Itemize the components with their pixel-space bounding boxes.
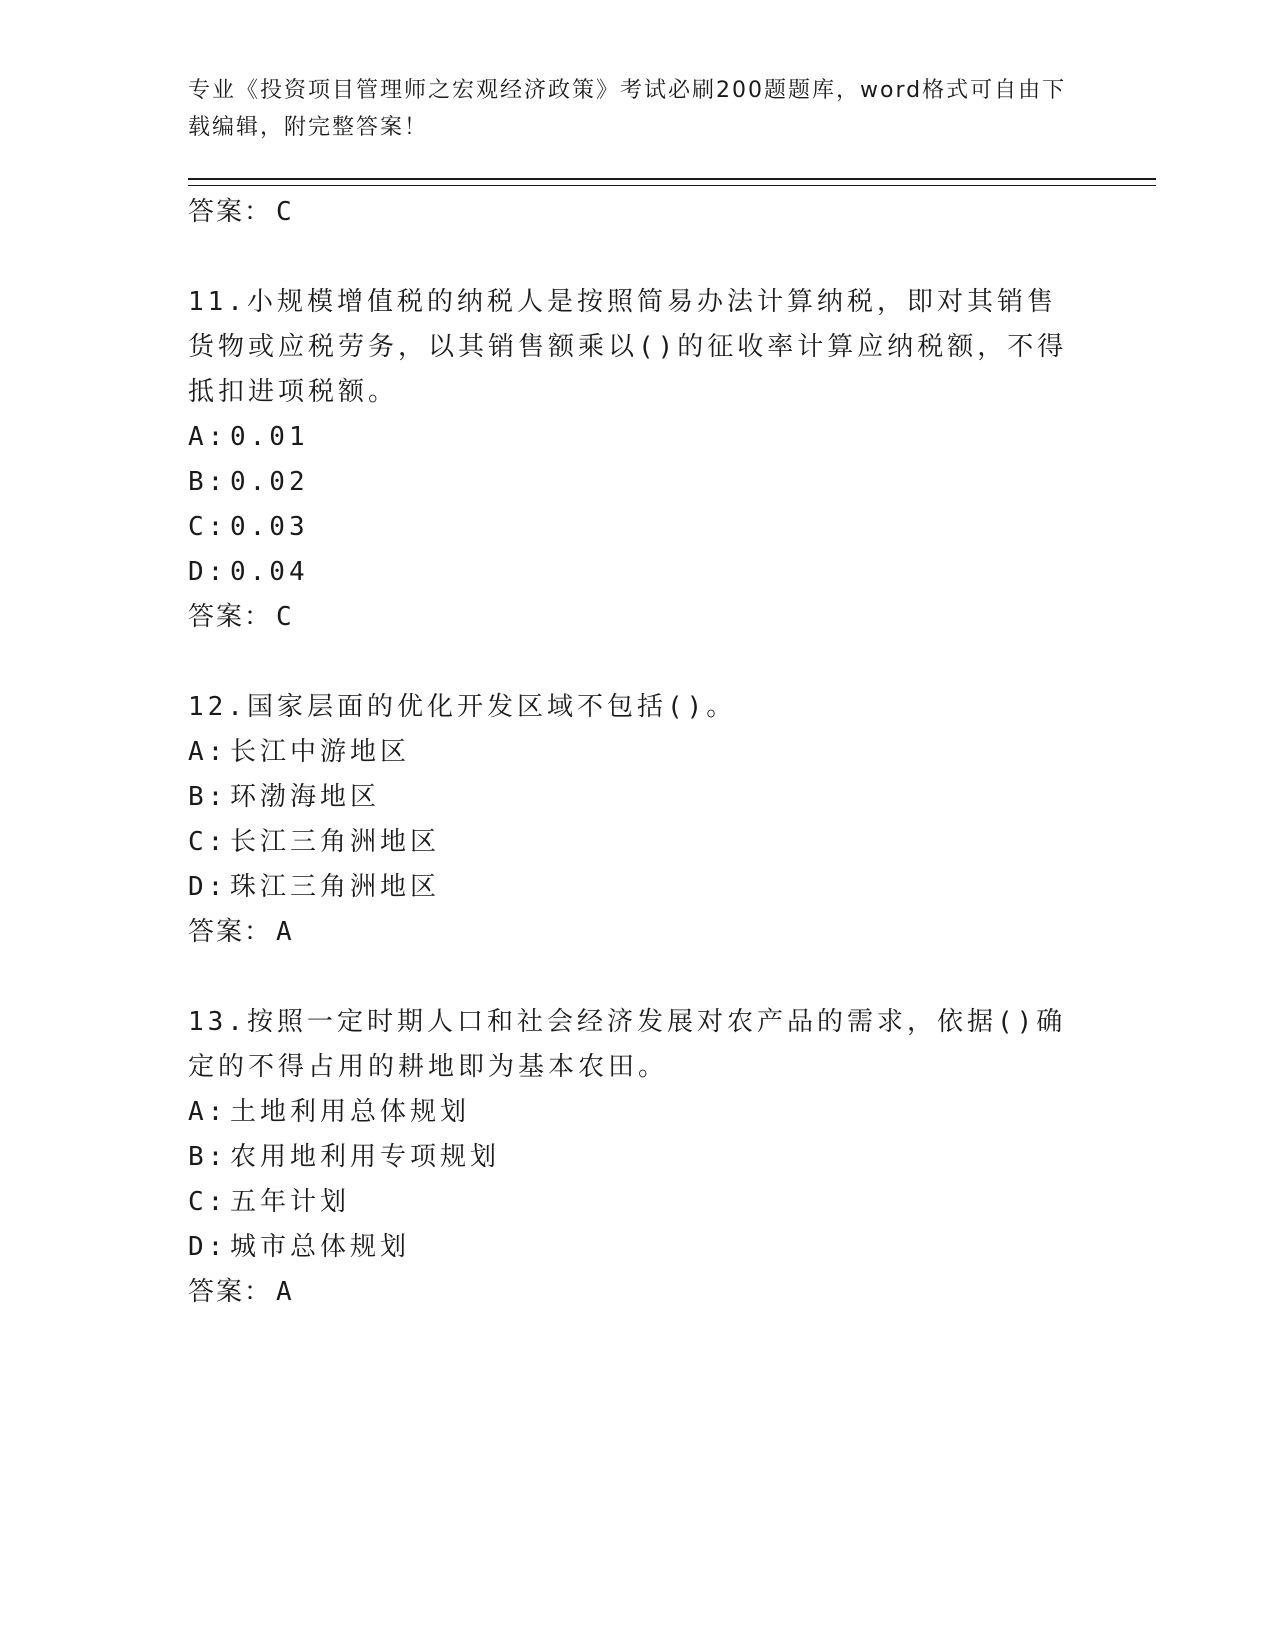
option-text: 环渤海地区 xyxy=(230,782,381,812)
answer-label: 答案： xyxy=(188,602,273,632)
option-c xyxy=(188,505,1088,550)
option-a xyxy=(188,415,1088,460)
question-stem: 12.国家层面的优化开发区域不包括()。 xyxy=(188,692,737,722)
option-letter: D: xyxy=(188,1232,228,1262)
option-letter: D: xyxy=(188,557,228,587)
option-a xyxy=(188,730,1088,775)
option-text: 0.03 xyxy=(230,512,309,542)
option-b xyxy=(188,1135,1088,1180)
answer-line-prev xyxy=(188,190,1088,234)
option-d xyxy=(188,865,1088,910)
document-content xyxy=(188,190,1088,1314)
option-letter: C: xyxy=(188,827,228,857)
option-a xyxy=(188,1090,1088,1135)
answer-value: A xyxy=(276,917,294,947)
option-letter: B: xyxy=(188,782,228,812)
option-letter: A: xyxy=(188,422,228,452)
option-letter: B: xyxy=(188,467,228,497)
option-text: 0.04 xyxy=(230,557,309,587)
option-letter: C: xyxy=(188,1187,228,1217)
answer-value: A xyxy=(276,1277,294,1307)
answer-line xyxy=(188,595,1088,639)
option-text: 长江中游地区 xyxy=(230,737,411,767)
option-letter: C: xyxy=(188,512,228,542)
answer-line xyxy=(188,910,1088,954)
question-stem: 11.小规模增值税的纳税人是按照简易办法计算纳税，即对其销售货物或应税劳务，以其销售额乘以()的征收率计算应纳税额，不得抵扣进项税额。 xyxy=(188,287,1068,407)
answer-line xyxy=(188,1270,1088,1314)
answer-label: 答案： xyxy=(188,1277,273,1307)
option-d xyxy=(188,1225,1088,1270)
option-letter: D: xyxy=(188,872,228,902)
answer-label: 答案： xyxy=(188,197,273,227)
answer-value: C xyxy=(276,197,294,227)
option-c xyxy=(188,1180,1088,1225)
question-stem: 13.按照一定时期人口和社会经济发展对农产品的需求，依据()确定的不得占用的耕地即为基本农田。 xyxy=(188,1007,1067,1082)
option-text: 0.01 xyxy=(230,422,309,452)
option-text: 城市总体规划 xyxy=(230,1232,411,1262)
option-text: 五年计划 xyxy=(230,1187,351,1217)
option-letter: A: xyxy=(188,1097,228,1127)
header-divider xyxy=(188,178,1156,186)
page-header-title: 专业《投资项目管理师之宏观经济政策》考试必刷200题题库，word格式可自由下载编辑，附完整答案！ xyxy=(188,78,1067,140)
question-11 xyxy=(188,280,1088,639)
option-letter: B: xyxy=(188,1142,228,1172)
option-text: 农用地利用专项规划 xyxy=(230,1142,501,1172)
question-12 xyxy=(188,685,1088,954)
option-b xyxy=(188,460,1088,505)
question-13 xyxy=(188,1000,1088,1314)
option-text: 珠江三角洲地区 xyxy=(230,872,441,902)
option-text: 0.02 xyxy=(230,467,309,497)
option-letter: A: xyxy=(188,737,228,767)
option-b xyxy=(188,775,1088,820)
option-d xyxy=(188,550,1088,595)
answer-value: C xyxy=(276,602,294,632)
option-text: 土地利用总体规划 xyxy=(230,1097,471,1127)
answer-label: 答案： xyxy=(188,917,273,947)
option-text: 长江三角洲地区 xyxy=(230,827,441,857)
option-c xyxy=(188,820,1088,865)
